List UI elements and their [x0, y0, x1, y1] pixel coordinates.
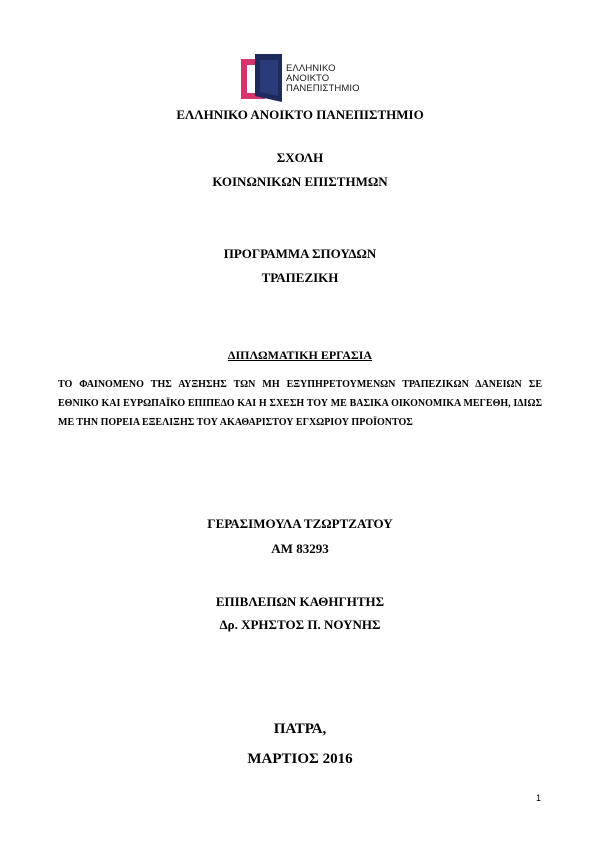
school-name: ΚΟΙΝΩΝΙΚΩΝ ΕΠΙΣΤΗΜΩΝ — [212, 174, 388, 189]
author-name: ΓΕΡΑΣΙΜΟΥΛΑ ΤΖΩΡΤΖΑΤΟΥ — [207, 516, 393, 531]
author-id: ΑΜ 83293 — [271, 541, 329, 556]
program-name: ΤΡΑΠΕΖΙΚΗ — [261, 270, 339, 285]
thesis-heading: ΔΙΠΛΩΜΑΤΙΚΗ ΕΡΓΑΣΙΑ — [227, 348, 373, 362]
logo-text — [286, 64, 360, 94]
program-label: ΠΡΟΓΡΑΜΜΑ ΣΠΟΥΔΩΝ — [223, 246, 377, 261]
logo-line-1: ΕΛΛΗΝΙΚΟ — [286, 63, 336, 74]
page-number: 1 — [535, 793, 541, 803]
school-label: ΣΧΟΛΗ — [276, 150, 324, 165]
university-name: ΕΛΛΗΝΙΚΟ ΑΝΟΙΚΤΟ ΠΑΝΕΠΙΣΤΗΜΙΟ — [176, 107, 424, 122]
date: ΜΑΡΤΙΟΣ 2016 — [247, 751, 353, 767]
university-logo-mark-icon — [238, 52, 284, 104]
supervisor-name: Δρ. ΧΡΗΣΤΟΣ Π. ΝΟΥΝΗΣ — [219, 617, 381, 632]
logo-line-3: ΠΑΝΕΠΙΣΤΗΜΙΟ — [286, 83, 360, 94]
supervisor-label: ΕΠΙΒΛΕΠΩΝ ΚΑΘΗΓΗΤΗΣ — [215, 594, 385, 609]
place: ΠΑΤΡΑ, — [273, 721, 327, 737]
logo-line-2: ΑΝΟΙΚΤΟ — [286, 73, 330, 84]
thesis-title: ΤΟ ΦΑΙΝΟΜΕΝΟ ΤΗΣ ΑΥΞΗΣΗΣ ΤΩΝ ΜΗ ΕΞΥΠΗΡΕΤΟΥΜΕΝΩΝ ΤΡΑΠΕΖΙΚΩΝ ΔΑΝΕΙΩΝ ΣΕ ΕΘΝΙΚΟ ΚΑΙ ΕΥΡΩΠΑΪΚΟ ΕΠΙΠΕΔΟ ΚΑΙ Η ΣΧΕΣΗ ΤΟΥ ΜΕ ΒΑΣΙΚΑ ΟΙΚΟΝΟΜΙΚΑ ΜΕΓΕΘΗ, ΙΔΙΩΣ ΜΕ ΤΗΝ ΠΟΡΕΙΑ ΕΞΕΛΙΞΗΣ ΤΟΥ ΑΚΑΘΑΡΙΣΤΟΥ ΕΓΧΩΡΙΟΥ ΠΡΟΪΟΝΤΟΣ — [58, 379, 542, 428]
university-logo — [238, 52, 368, 104]
